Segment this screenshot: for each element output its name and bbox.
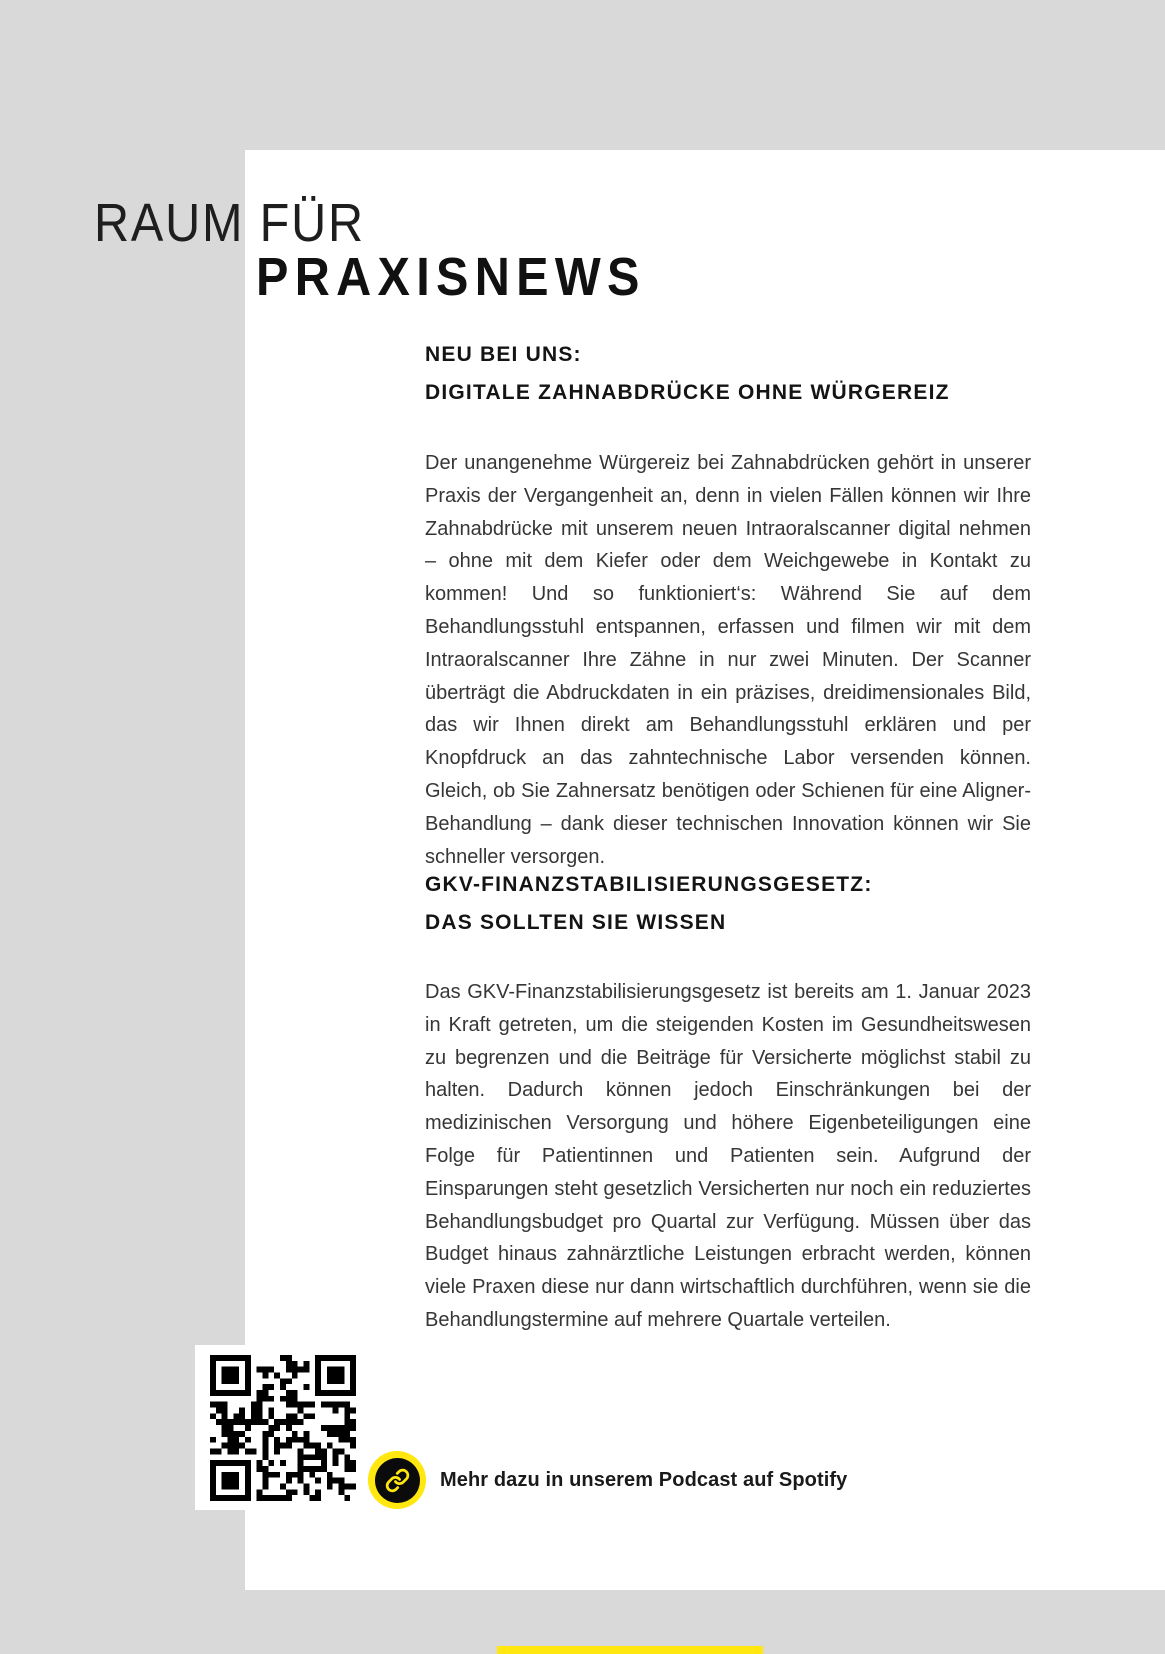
podcast-link-row[interactable] <box>368 1450 847 1510</box>
qr-code-icon[interactable] <box>210 1355 356 1501</box>
article1-heading-line2: DIGITALE ZAHNABDRÜCKE OHNE WÜRGEREIZ <box>425 381 950 404</box>
article2-heading-line2: DAS SOLLTEN SIE WISSEN <box>425 911 727 934</box>
article1-heading <box>425 336 1031 412</box>
link-icon <box>368 1451 426 1509</box>
article2-heading <box>425 866 1031 942</box>
article2-body: Das GKV-Finanzstabilisierungsgesetz ist bereits am 1. Januar 2023 in Kraft getreten, um die steigenden Kosten im Gesundheitswesen zu begrenzen und die Beiträge für Versicherte möglichst stabil zu halten. Dadurch können jedoch Einschränkungen bei der medizinischen Versorgung und höhere Eigenbeteiligungen eine Folge für Patientinnen und Patienten sein. Aufgrund der Einsparungen steht gesetzlich Versicherten nur noch ein reduziertes Behandlungsbudget pro Quartal zur Verfügung. Müssen über das Budget hinaus zahnärztliche Leistungen erbracht werden, können viele Praxen diese nur dann wirtschaftlich durchführen, wenn sie die Behandlungstermine auf mehrere Quartale verteilen. <box>425 981 1031 1331</box>
masthead-title-line1: RAUM FÜR <box>94 193 365 253</box>
podcast-link-label: Mehr dazu in unserem Podcast auf Spotify <box>440 1468 848 1491</box>
qr-code-box <box>195 1345 370 1510</box>
link-icon-background <box>375 1458 420 1503</box>
article1-heading-line1: NEU BEI UNS: <box>425 343 582 366</box>
yellow-accent-bar <box>497 1646 763 1654</box>
article1-body: Der unangenehme Würgereiz bei Zahnabdrücken gehört in unserer Praxis der Vergangenheit an, denn in vielen Fällen können wir Ihre Zahnabdrücke mit unserem neuen Intraoralscanner digital nehmen – ohne mit dem Kiefer oder dem Weichgewebe in Kontakt zu kommen! Und so funktioniert‘s: Während Sie auf dem Behandlungsstuhl entspannen, erfassen und filmen wir mit dem Intraoralscanner Ihre Zähne in nur zwei Minuten. Der Scanner überträgt die Abdruckdaten in ein präzises, dreidimensionales Bild, das wir Ihnen direkt am Behandlungsstuhl erklären und per Knopfdruck an das zahntechnische Labor versenden können. Gleich, ob Sie Zahnersatz benötigen oder Schienen für eine Aligner-Behandlung – dank dieser technischen Innovation können wir Sie schneller versorgen. <box>425 452 1031 868</box>
masthead-title-line2: PRAXISNEWS <box>256 247 646 307</box>
article2-heading-line1: GKV-FINANZSTABILISIERUNGSGESETZ: <box>425 873 873 896</box>
